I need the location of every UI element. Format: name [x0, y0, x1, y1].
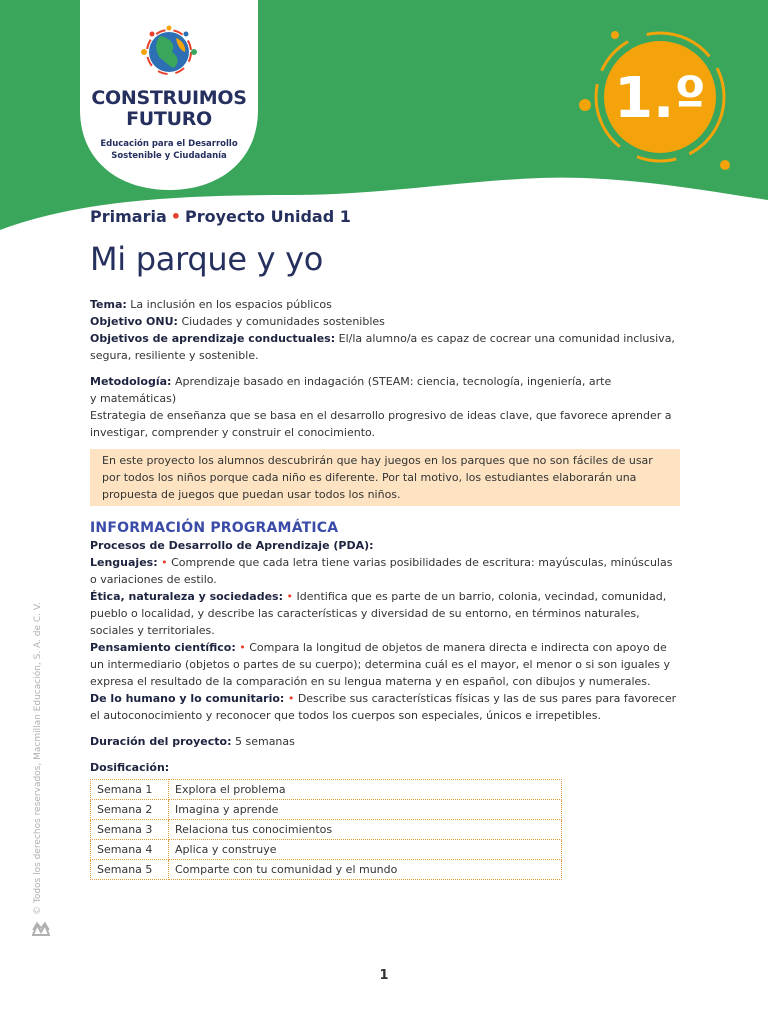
pda-label: Procesos de Desarrollo de Aprendizaje (PDA): [90, 539, 374, 552]
logo-subtitle: Educación para el Desarrollo Sostenible y Ciudadanía [100, 139, 238, 161]
section-heading: INFORMACIÓN PROGRAMÁTICA [90, 520, 339, 536]
grade-badge [575, 15, 745, 195]
dosificacion-table [90, 779, 562, 880]
logo-title: CONSTRUIMOS FUTURO [91, 87, 247, 130]
dosificacion-label: Dosificación: [90, 761, 170, 774]
table-row: Semana 2 Imagina y aprende [91, 800, 562, 820]
objetivos-line: Objetivos de aprendizaje conductuales: El/la alumno/a es capaz de cocrear una comunidad inclusiva, segura, resiliente y sostenible. [90, 332, 675, 362]
tema-line: Tema: La inclusión en los espacios públicos [90, 298, 332, 311]
project-callout: En este proyecto los alumnos descubrirán que hay juegos en los parques que no son fáciles de usar por todos los niños porque cada niño es diferente. Por tal motivo, los estudiantes elaborarán una propuesta de juegos que puedan usar todos los niños. [90, 449, 680, 506]
onu-line: Objetivo ONU: Ciudades y comunidades sostenibles [90, 315, 385, 328]
main-content [90, 296, 680, 880]
copyright-text: © Todos los derechos reservados, Macmillan Educación, S. A. de C. V. [33, 602, 43, 915]
table-row: Semana 5 Comparte con tu comunidad y el mundo [91, 860, 562, 880]
pda-item: De lo humano y lo comunitario: • Describe sus características físicas y las de sus pares para favorecer el autoconocimiento y reconocer que todos los cuerpos son especiales, únicos e irrepetibles. [90, 692, 677, 722]
duracion-line: Duración del proyecto: 5 semanas [90, 735, 295, 748]
unit-subtitle: Primaria • Proyecto Unidad 1 [90, 207, 351, 226]
table-row: Semana 3 Relaciona tus conocimientos [91, 820, 562, 840]
pda-item: Lenguajes: • Comprende que cada letra tiene varias posibilidades de escritura: mayúsculas, minúsculas o variaciones de estilo. [90, 556, 673, 586]
page-number: 1 [379, 968, 389, 983]
table-row: Semana 1 Explora el problema [91, 780, 562, 800]
table-row: Semana 4 Aplica y construye [91, 840, 562, 860]
metodologia-line: Metodología: Aprendizaje basado en indagación (STEAM: ciencia, tecnología, ingeniería, arte y matemáticas) [90, 375, 612, 405]
page-title: Mi parque y yo [90, 240, 324, 278]
pda-item: Ética, naturaleza y sociedades: • Identifica que es parte de un barrio, colonia, vecindad, comunidad, pueblo o localidad, y describe las características y diversidad de su entorno, en términos naturales, sociales y territoriales. [90, 590, 667, 637]
grade-label: 1.º [614, 66, 706, 131]
estrategia-line: Estrategia de enseñanza que se basa en el desarrollo progresivo de ideas clave, que favorece aprender a investigar, comprender y construir el conocimiento. [90, 409, 672, 439]
pda-item: Pensamiento científico: • Compara la longitud de objetos de manera directa e indirecta con apoyo de un intermediario (objetos o partes de su cuerpo); determina cuál es el mayor, el menor o si son iguales y expresa el resultado de la comparación en su lengua materna y en español, con dibujos y numerales. [90, 641, 671, 688]
publisher-logo-icon [32, 922, 50, 936]
